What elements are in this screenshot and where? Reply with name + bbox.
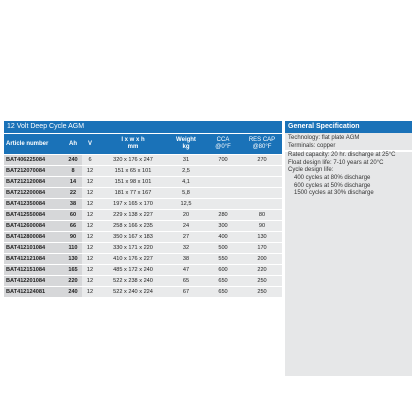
cell-v: 6 xyxy=(82,155,98,166)
cell-ah: 220 xyxy=(64,276,82,287)
cell-weight: 20 xyxy=(168,210,204,221)
cell-weight: 67 xyxy=(168,287,204,298)
table-row xyxy=(4,188,282,199)
cell-weight: 65 xyxy=(168,276,204,287)
cell-res: 270 xyxy=(242,155,282,166)
table-row xyxy=(4,177,282,188)
table-header-row xyxy=(4,134,282,155)
cell-res: 220 xyxy=(242,265,282,276)
cell-article: BAT212120084 xyxy=(4,177,64,188)
cell-cca xyxy=(204,177,242,188)
cell-cca: 500 xyxy=(204,243,242,254)
cell-ah: 240 xyxy=(64,155,82,166)
cell-cca: 700 xyxy=(204,155,242,166)
cell-dims: 258 x 166 x 235 xyxy=(98,221,168,232)
cell-cca: 280 xyxy=(204,210,242,221)
general-spec-panel xyxy=(285,121,412,376)
cell-dims: 522 x 238 x 240 xyxy=(98,276,168,287)
spec-terminals: Terminals: copper xyxy=(288,142,336,149)
cell-dims: 151 x 65 x 101 xyxy=(98,166,168,177)
cell-cca xyxy=(204,188,242,199)
spec-technology: Technology: flat plate AGM xyxy=(288,135,360,141)
cell-cca: 300 xyxy=(204,221,242,232)
cell-dims: 320 x 176 x 247 xyxy=(98,155,168,166)
cell-v: 12 xyxy=(82,287,98,298)
col-article-header: Article number xyxy=(4,134,64,155)
cell-res xyxy=(242,177,282,188)
cell-weight: 47 xyxy=(168,265,204,276)
cell-ah: 165 xyxy=(64,265,82,276)
cell-v: 12 xyxy=(82,177,98,188)
cell-weight: 32 xyxy=(168,243,204,254)
cell-dims: 151 x 98 x 101 xyxy=(98,177,168,188)
cell-article: BAT212200084 xyxy=(4,188,64,199)
col-ah-header: Ah xyxy=(64,134,82,155)
table-row xyxy=(4,166,282,177)
cell-ah: 66 xyxy=(64,221,82,232)
cell-cca: 550 xyxy=(204,254,242,265)
spec-cycle-1: 400 cycles at 80% discharge xyxy=(294,174,371,181)
cell-ah: 240 xyxy=(64,287,82,298)
cell-v: 12 xyxy=(82,166,98,177)
cell-v: 12 xyxy=(82,210,98,221)
cell-weight: 24 xyxy=(168,221,204,232)
cell-weight: 2,5 xyxy=(168,166,204,177)
cell-article: BAT412201084 xyxy=(4,276,64,287)
cell-ah: 8 xyxy=(64,166,82,177)
table-row xyxy=(4,287,282,298)
cell-article: BAT412121084 xyxy=(4,254,64,265)
cell-dims: 485 x 172 x 240 xyxy=(98,265,168,276)
cell-article: BAT412101084 xyxy=(4,243,64,254)
cell-dims: 197 x 165 x 170 xyxy=(98,199,168,210)
col-dimensions-header: l x w x h mm xyxy=(98,134,168,155)
cell-dims: 522 x 240 x 224 xyxy=(98,287,168,298)
spec-title: General Specification xyxy=(285,121,412,133)
col-weight-header: Weight kg xyxy=(168,134,204,155)
table-row xyxy=(4,199,282,210)
cell-cca xyxy=(204,199,242,210)
cell-res xyxy=(242,199,282,210)
battery-table-panel xyxy=(4,121,282,297)
table-row xyxy=(4,276,282,287)
cell-res: 170 xyxy=(242,243,282,254)
cell-v: 12 xyxy=(82,188,98,199)
cell-cca: 650 xyxy=(204,276,242,287)
cell-article: BAT412350084 xyxy=(4,199,64,210)
cell-dims: 181 x 77 x 167 xyxy=(98,188,168,199)
cell-ah: 110 xyxy=(64,243,82,254)
spec-cycle-3: 1500 cycles at 30% discharge xyxy=(294,190,374,197)
battery-table xyxy=(4,133,282,297)
cell-ah: 14 xyxy=(64,177,82,188)
cell-article: BAT412151084 xyxy=(4,265,64,276)
cell-res: 200 xyxy=(242,254,282,265)
cell-ah: 38 xyxy=(64,199,82,210)
cell-weight: 27 xyxy=(168,232,204,243)
cell-v: 12 xyxy=(82,265,98,276)
cell-ah: 60 xyxy=(64,210,82,221)
cell-dims: 229 x 138 x 227 xyxy=(98,210,168,221)
cell-article: BAT406225084 xyxy=(4,155,64,166)
spec-capacity: Rated capacity: 20 hr. discharge at 25°C xyxy=(288,152,396,159)
table-row xyxy=(4,232,282,243)
cell-res: 250 xyxy=(242,287,282,298)
cell-weight: 4,1 xyxy=(168,177,204,188)
spec-float-life: Float design life: 7-10 years at 20°C xyxy=(288,159,384,166)
spec-performance-box xyxy=(285,152,412,376)
cell-dims: 410 x 176 x 227 xyxy=(98,254,168,265)
cell-cca: 400 xyxy=(204,232,242,243)
cell-res: 130 xyxy=(242,232,282,243)
table-row xyxy=(4,254,282,265)
cell-v: 12 xyxy=(82,276,98,287)
cell-dims: 330 x 171 x 220 xyxy=(98,243,168,254)
cell-ah: 130 xyxy=(64,254,82,265)
cell-res xyxy=(242,166,282,177)
cell-article: BAT412800084 xyxy=(4,232,64,243)
cell-weight: 38 xyxy=(168,254,204,265)
table-row xyxy=(4,155,282,166)
table-row xyxy=(4,221,282,232)
cell-article: BAT412600084 xyxy=(4,221,64,232)
col-v-header: V xyxy=(82,134,98,155)
cell-v: 12 xyxy=(82,221,98,232)
cell-article: BAT412124081 xyxy=(4,287,64,298)
table-row xyxy=(4,243,282,254)
cell-dims: 350 x 167 x 183 xyxy=(98,232,168,243)
cell-cca: 650 xyxy=(204,287,242,298)
cell-res xyxy=(242,188,282,199)
table-title: 12 Volt Deep Cycle AGM xyxy=(4,121,282,133)
cell-v: 12 xyxy=(82,199,98,210)
cell-weight: 5,8 xyxy=(168,188,204,199)
cell-v: 12 xyxy=(82,243,98,254)
cell-res: 90 xyxy=(242,221,282,232)
cell-res: 80 xyxy=(242,210,282,221)
cell-weight: 31 xyxy=(168,155,204,166)
col-cca-header: CCA @0°F xyxy=(204,134,242,155)
cell-res: 250 xyxy=(242,276,282,287)
table-row xyxy=(4,265,282,276)
cell-article: BAT212070084 xyxy=(4,166,64,177)
col-res-cap-header: RES CAP @80°F xyxy=(242,134,282,155)
cell-v: 12 xyxy=(82,232,98,243)
spec-cycle-2: 600 cycles at 50% discharge xyxy=(294,182,371,189)
cell-weight: 12,5 xyxy=(168,199,204,210)
cell-cca: 600 xyxy=(204,265,242,276)
cell-ah: 90 xyxy=(64,232,82,243)
cell-cca xyxy=(204,166,242,177)
cell-article: BAT412550084 xyxy=(4,210,64,221)
spec-material-box xyxy=(285,133,412,150)
cell-ah: 22 xyxy=(64,188,82,199)
table-row xyxy=(4,210,282,221)
cell-v: 12 xyxy=(82,254,98,265)
spec-cycle-life-title: Cycle design life: xyxy=(288,167,334,174)
